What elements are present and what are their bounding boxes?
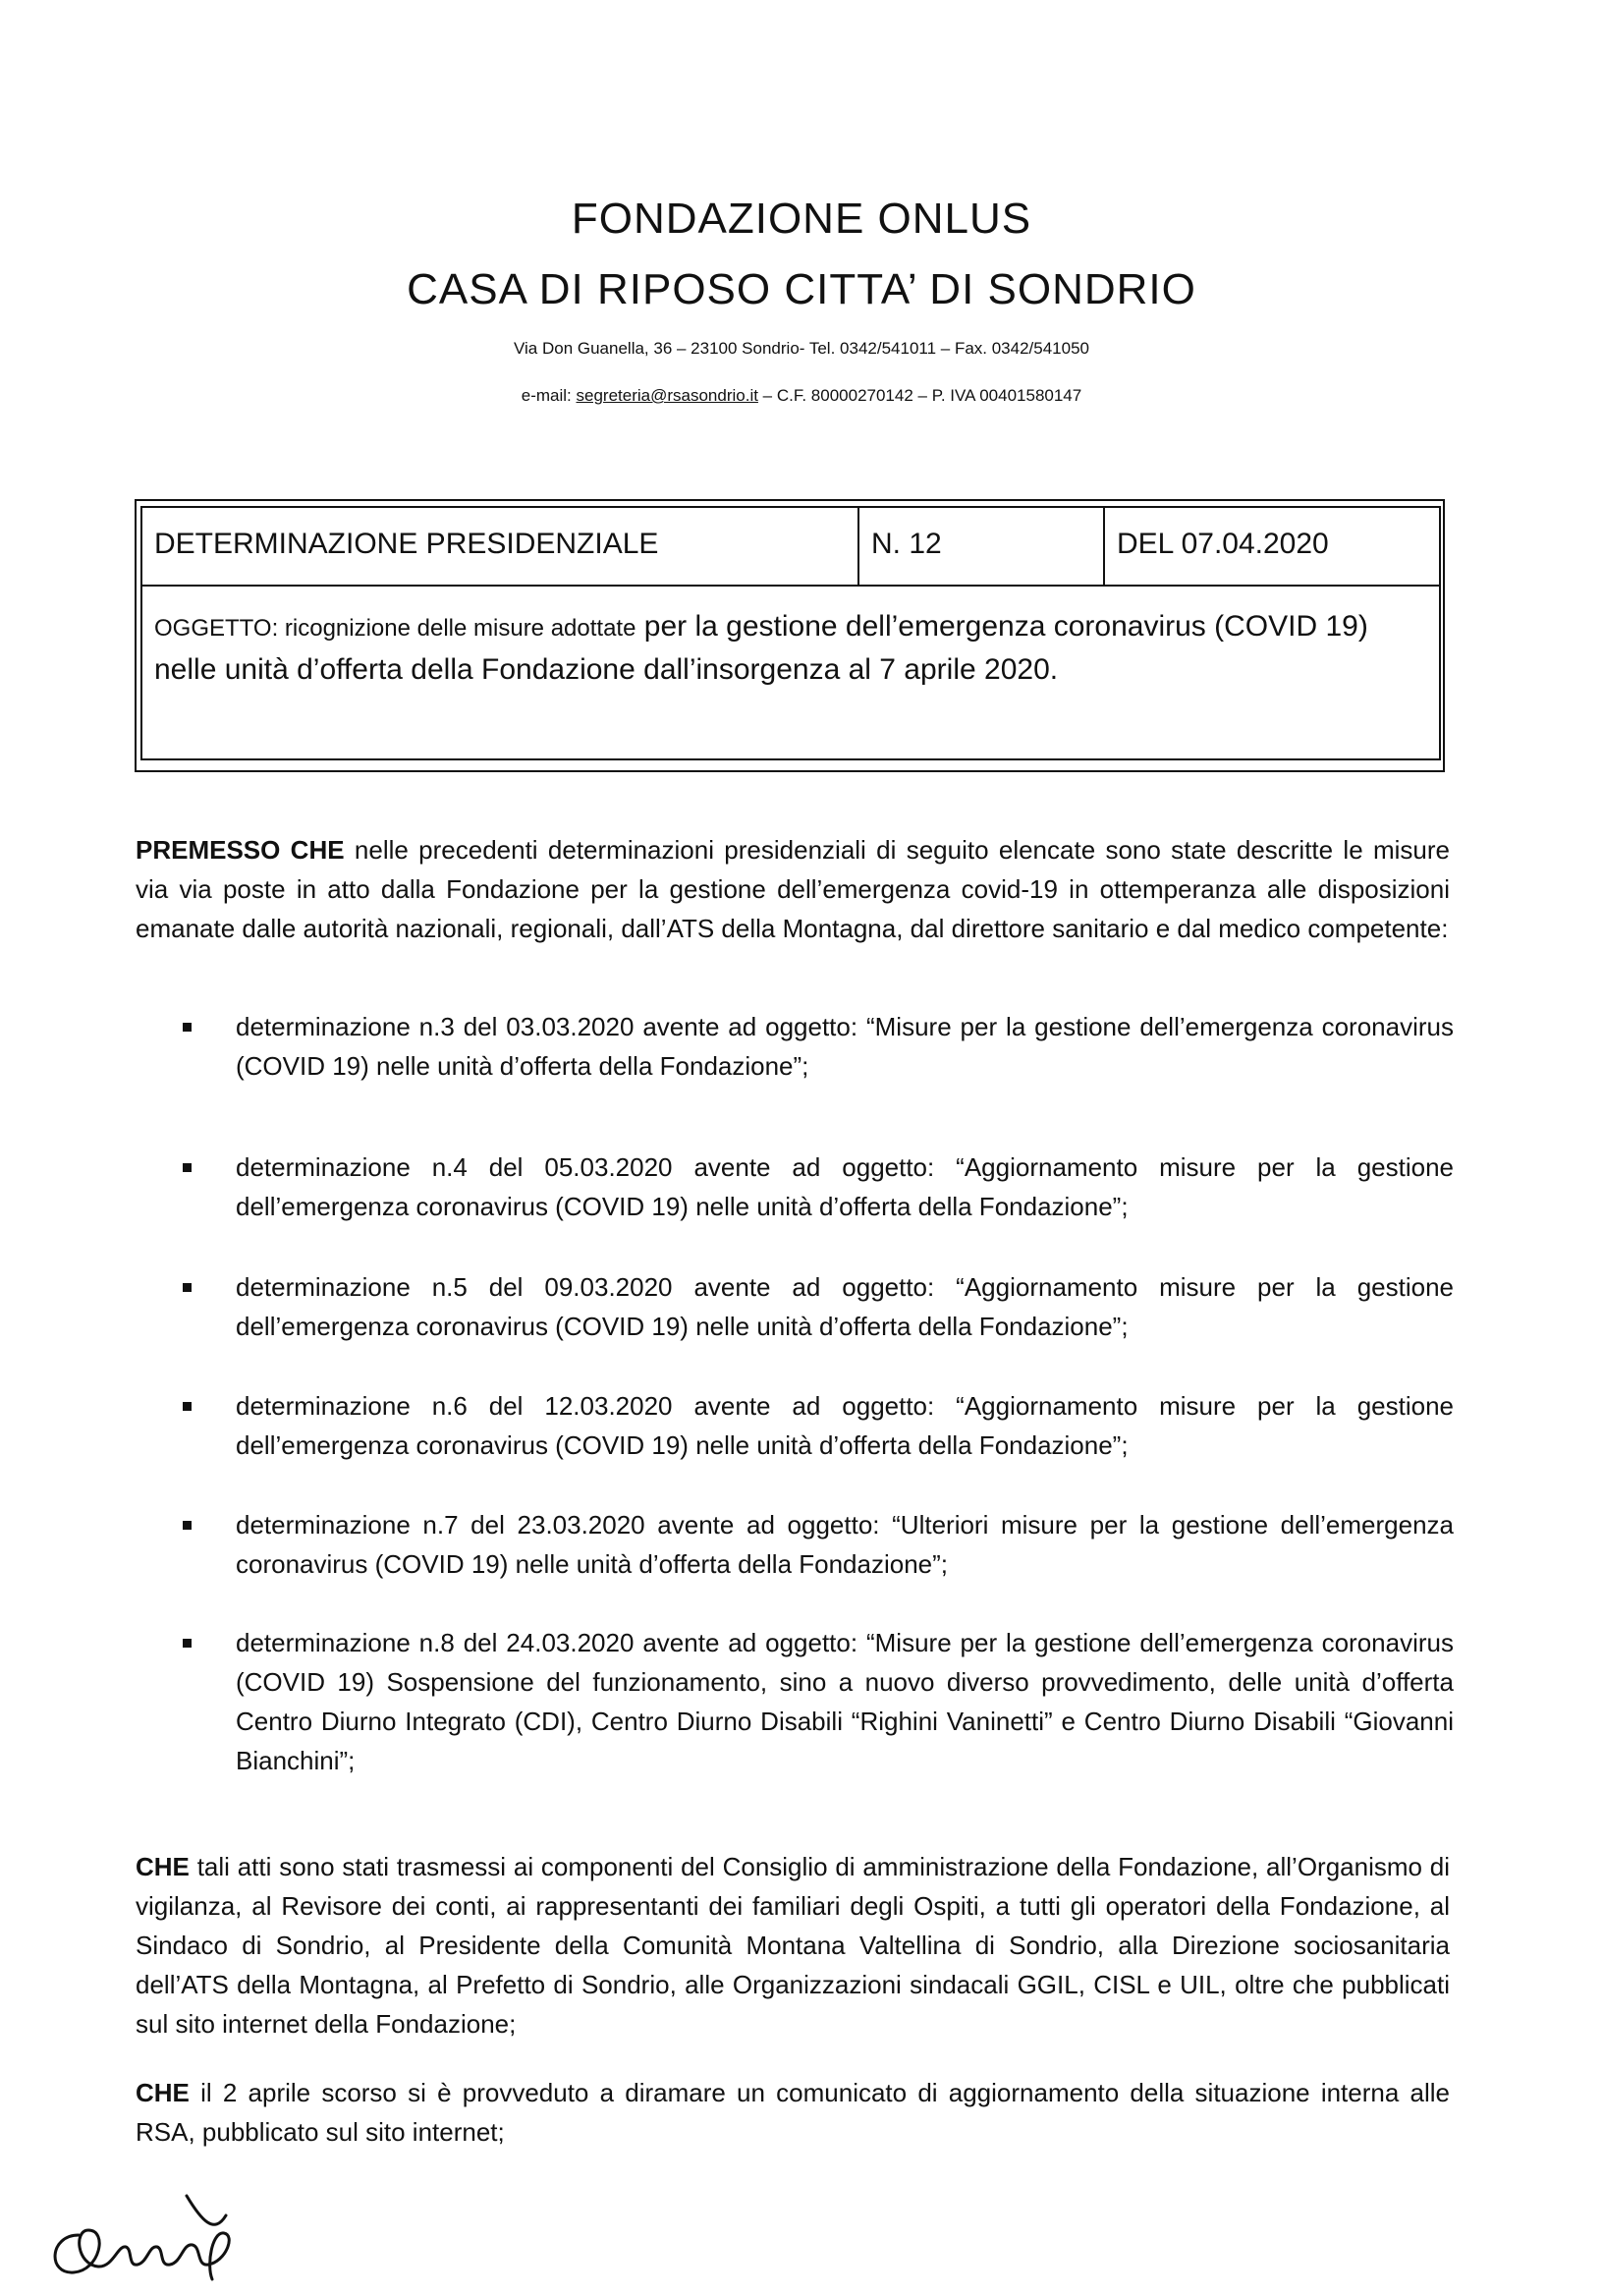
che-paragraph-2 [136, 2073, 1450, 2152]
bullet-icon [183, 1023, 192, 1032]
subject-text: per la gestione dell’emergenza coronavirus (COVID 19) nelle unità d’offerta della Fondazione dall’insorgenza al 7 aprile 2020. [154, 610, 1368, 686]
subject-label: OGGETTO: ricognizione delle misure adottate [154, 615, 636, 642]
email-prefix: e-mail: [521, 386, 577, 405]
che-paragraph-1 [136, 1847, 1450, 2044]
org-contacts [0, 386, 1603, 406]
list-item-text: determinazione n.6 del 12.03.2020 avente ad oggetto: “Aggiornamento misure per la gestione dell’emergenza coronavirus (COVID 19) nelle unità d’offerta della Fondazione”; [236, 1391, 1454, 1460]
list-item-text: determinazione n.4 del 05.03.2020 avente ad oggetto: “Aggiornamento misure per la gestione dell’emergenza coronavirus (COVID 19) nelle unità d’offerta della Fondazione”; [236, 1152, 1454, 1221]
che-text: tali atti sono stati trasmessi ai componenti del Consiglio di amministrazione della Fondazione, all’Organismo di vigilanza, al Revisore dei conti, ai rappresentanti dei familiari degli Ospiti, a tutti gli operatori della Fondazione, al Sindaco di Sondrio, al Presidente della Comunità Montana Valtellina di Sondrio, alla Direzione sociosanitaria dell’ATS della Montagna, al Prefetto di Sondrio, alle Organizzazioni sindacali GGIL, CISL e UIL, oltre che pubblicati sul sito internet della Fondazione; [136, 1852, 1450, 2039]
list-item-text: determinazione n.7 del 23.03.2020 avente ad oggetto: “Ulteriori misure per la gestione dell’emergenza coronavirus (COVID 19) nelle unità d’offerta della Fondazione”; [236, 1510, 1454, 1579]
email-link[interactable]: segreteria@rsasondrio.it [576, 386, 758, 405]
bullet-icon [183, 1283, 192, 1292]
list-item-text: determinazione n.8 del 24.03.2020 avente ad oggetto: “Misure per la gestione dell’emergenza coronavirus (COVID 19) Sospensione del funzionamento, sino a nuovo diverso provvedimento, delle unità d’offerta Centro Diurno Integrato (CDI), Centro Diurno Disabili “Righini Vaninetti” e Centro Diurno Disabili “Giovanni Bianchini”; [236, 1628, 1454, 1775]
determination-number: N. 12 [859, 508, 1105, 585]
determination-subject [154, 606, 1421, 691]
determination-date: DEL 07.04.2020 [1117, 528, 1329, 560]
fiscal-info: – C.F. 80000270142 – P. IVA 00401580147 [757, 386, 1082, 405]
bullet-icon [183, 1163, 192, 1172]
che-text: il 2 aprile scorso si è provveduto a diramare un comunicato di aggiornamento della situazione interna alle RSA, pubblicato sul sito internet; [136, 2078, 1450, 2147]
org-subtitle: CASA DI RIPOSO CITTA’ DI SONDRIO [407, 265, 1196, 313]
determination-header-row [142, 508, 1439, 587]
bullet-icon [183, 1402, 192, 1411]
signature-mark [39, 2176, 265, 2284]
bullet-icon [183, 1639, 192, 1648]
premesso-lead: PREMESSO CHE [136, 835, 345, 865]
bullet-icon [183, 1521, 192, 1530]
org-name: FONDAZIONE ONLUS [571, 195, 1032, 243]
che-lead: CHE [136, 2078, 190, 2107]
list-item-text: determinazione n.5 del 09.03.2020 avente ad oggetto: “Aggiornamento misure per la gestione dell’emergenza coronavirus (COVID 19) nelle unità d’offerta della Fondazione”; [236, 1272, 1454, 1341]
che-lead: CHE [136, 1852, 190, 1881]
premesso-text: nelle precedenti determinazioni presidenziali di seguito elencate sono state descritte le misure via via poste in atto dalla Fondazione per la gestione dell’emergenza covid-19 in ottemperanza alle disposizioni emanate dalle autorità nazionali, regionali, dall’ATS della Montagna, dal direttore sanitario e dal medico competente: [136, 835, 1450, 943]
determination-title: DETERMINAZIONE PRESIDENZIALE [142, 508, 859, 585]
premesso-paragraph [136, 830, 1450, 948]
org-address: Via Don Guanella, 36 – 23100 Sondrio- Tel. 0342/541011 – Fax. 0342/541050 [513, 339, 1089, 358]
determination-box [140, 506, 1441, 760]
list-item-text: determinazione n.3 del 03.03.2020 avente ad oggetto: “Misure per la gestione dell’emergenza coronavirus (COVID 19) nelle unità d’offerta della Fondazione”; [236, 1012, 1454, 1081]
